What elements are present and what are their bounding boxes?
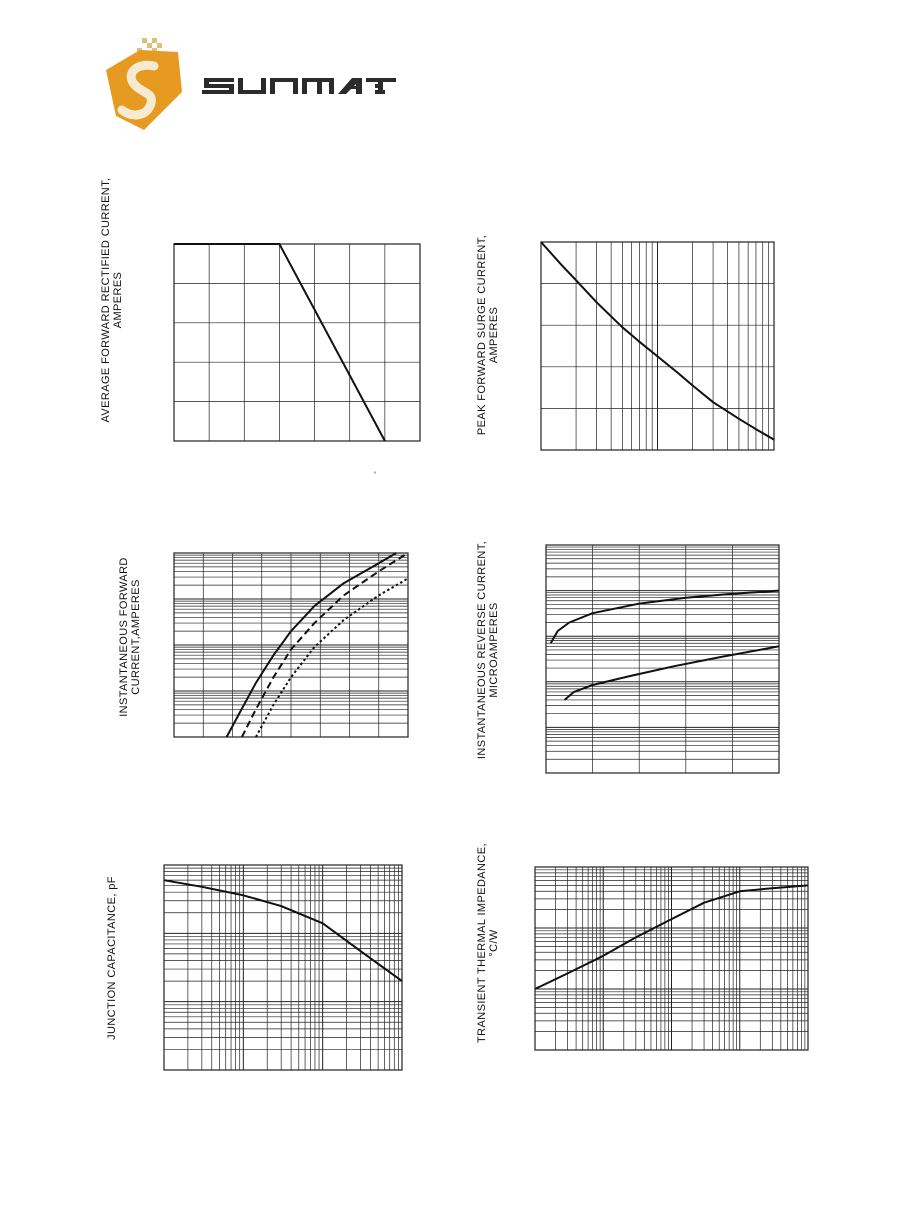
plot-frame [174, 244, 420, 441]
ylabel-thermal [476, 773, 516, 1113]
chart-thermal [535, 867, 808, 1050]
ylabel-surge [476, 165, 516, 505]
chart-surge [541, 242, 774, 450]
chart-derating [174, 244, 420, 441]
ylabel-surge-line2: AMPERES [488, 306, 500, 364]
series-line-3 [256, 578, 408, 737]
plot-frame [546, 545, 779, 773]
ylabel-capacitance-line1: JUNCTION CAPACITANCE, pF [106, 876, 118, 1040]
ylabel-forward-line2: CURRENT,AMPERES [130, 579, 142, 695]
series-line-1 [551, 591, 779, 644]
logo-wordmark [202, 78, 396, 94]
ylabel-derating-line2: AMPERES [112, 271, 124, 329]
ylabel-reverse-line2: MICROAMPERES [488, 602, 500, 698]
grid-lines [546, 545, 779, 773]
sunmate-logo [100, 34, 400, 134]
ylabel-thermal-line2: °C/W [488, 929, 500, 957]
logo-wordmark-end [375, 78, 385, 94]
grid-lines [174, 244, 420, 441]
ylabel-reverse-line1: INSTANTANEOUS REVERSE CURRENT, [476, 540, 488, 760]
ylabel-forward [118, 467, 158, 807]
plot-frame [164, 865, 402, 1070]
ylabel-capacitance [106, 788, 146, 1128]
ylabel-reverse [476, 480, 516, 820]
degree-mark-derating: ° [374, 472, 377, 478]
ylabel-thermal-line1: TRANSIENT THERMAL IMPEDANCE, [476, 843, 488, 1043]
grid-lines [164, 865, 402, 1070]
grid-lines [535, 867, 808, 1050]
ylabel-forward-line1: INSTANTANEOUS FORWARD [118, 557, 130, 717]
chart-capacitance [164, 865, 402, 1070]
grid-lines [174, 553, 408, 737]
series-line-1 [164, 880, 402, 981]
ylabel-surge-line1: PEAK FORWARD SURGE CURRENT, [476, 234, 488, 436]
ylabel-derating [100, 130, 140, 470]
ylabel-derating-line1: AVERAGE FORWARD RECTIFIED CURRENT, [100, 177, 112, 423]
chart-reverse [546, 545, 779, 773]
chart-forward [174, 553, 408, 737]
